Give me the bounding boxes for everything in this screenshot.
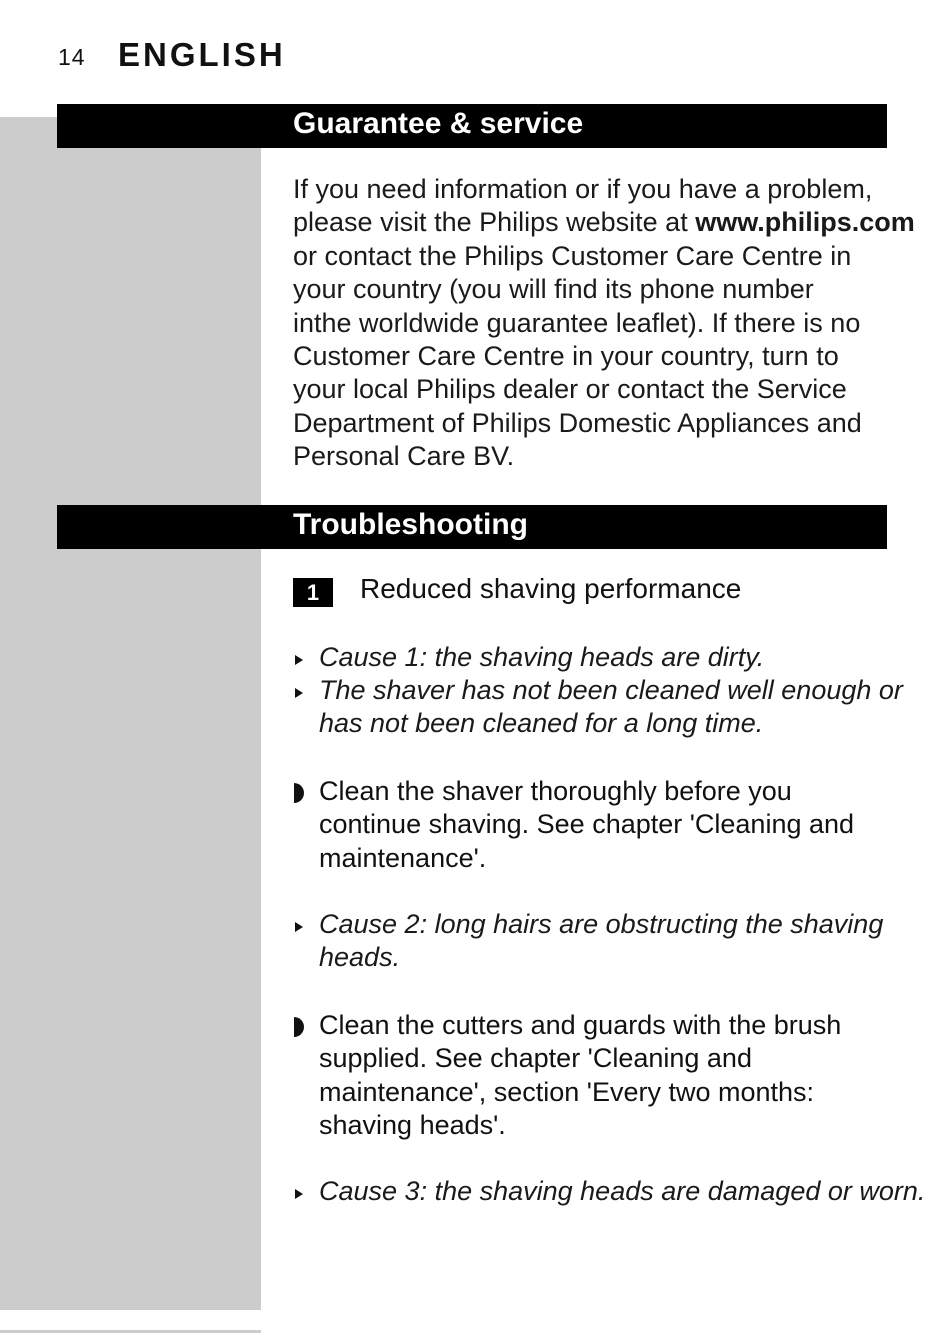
guarantee-line [293, 206, 915, 239]
guarantee-line: Personal Care BV. [293, 441, 515, 472]
cause-text [319, 1175, 926, 1208]
guarantee-line: or contact the Philips Customer Care Centre in [293, 240, 852, 271]
cause-text [319, 674, 903, 741]
guarantee-line: inthe worldwide guarantee leaflet). If there is no [293, 307, 861, 338]
page-number: 14 [58, 44, 86, 70]
cause-line: has not been cleaned for a long time. [319, 708, 764, 739]
action-line: Clean the cutters and guards with the brush [319, 1010, 842, 1040]
step-number-badge: 1 [293, 578, 333, 607]
guarantee-line: If you need information or if you have a problem, [293, 174, 873, 204]
guarantee-line: Customer Care Centre in your country, turn to [293, 341, 839, 372]
guarantee-line: your local Philips dealer or contact the Service [293, 374, 847, 405]
guarantee-section-bar [58, 105, 886, 147]
cause-line: Cause 3: the shaving heads are damaged or worn. [319, 1176, 926, 1206]
troubleshooting-section-bar [58, 506, 886, 548]
action-line: continue shaving. See chapter 'Cleaning and [319, 809, 855, 840]
philips-website-link[interactable]: www.philips.com [695, 207, 915, 238]
cause-marker-icon [295, 655, 303, 665]
guarantee-line-start: please visit the Philips website at [293, 207, 688, 238]
action-text [319, 1009, 899, 1143]
action-marker-icon [294, 783, 304, 803]
guarantee-line: your country (you will find its phone number [293, 274, 814, 305]
step-title: Reduced shaving performance [360, 573, 742, 604]
cause-marker-icon [295, 688, 303, 698]
troubleshooting-title: Troubleshooting [293, 508, 528, 541]
action-line: supplied. See chapter 'Cleaning and [319, 1043, 752, 1074]
cause-marker-icon [295, 1189, 303, 1199]
action-line: maintenance'. [319, 842, 487, 873]
cause-line: Cause 1: the shaving heads are dirty. [319, 642, 765, 672]
cause-line: heads. [319, 942, 401, 973]
cause-text [319, 908, 899, 975]
action-line: maintenance', section 'Every two months: [319, 1076, 815, 1107]
side-panel [0, 117, 261, 1310]
action-line: shaving heads'. [319, 1110, 506, 1141]
cause-text [319, 641, 899, 674]
language-heading: ENGLISH [118, 36, 286, 73]
cause-line: The shaver has not been cleaned well enough or [319, 675, 903, 705]
action-line: Clean the shaver thoroughly before you [319, 776, 792, 806]
guarantee-line: Department of Philips Domestic Appliances and [293, 407, 862, 438]
action-text [319, 775, 899, 875]
action-marker-icon [294, 1017, 304, 1037]
cause-marker-icon [295, 922, 303, 932]
guarantee-text [293, 173, 915, 474]
guarantee-title: Guarantee & service [293, 107, 584, 140]
cause-line: Cause 2: long hairs are obstructing the shaving [319, 909, 884, 939]
